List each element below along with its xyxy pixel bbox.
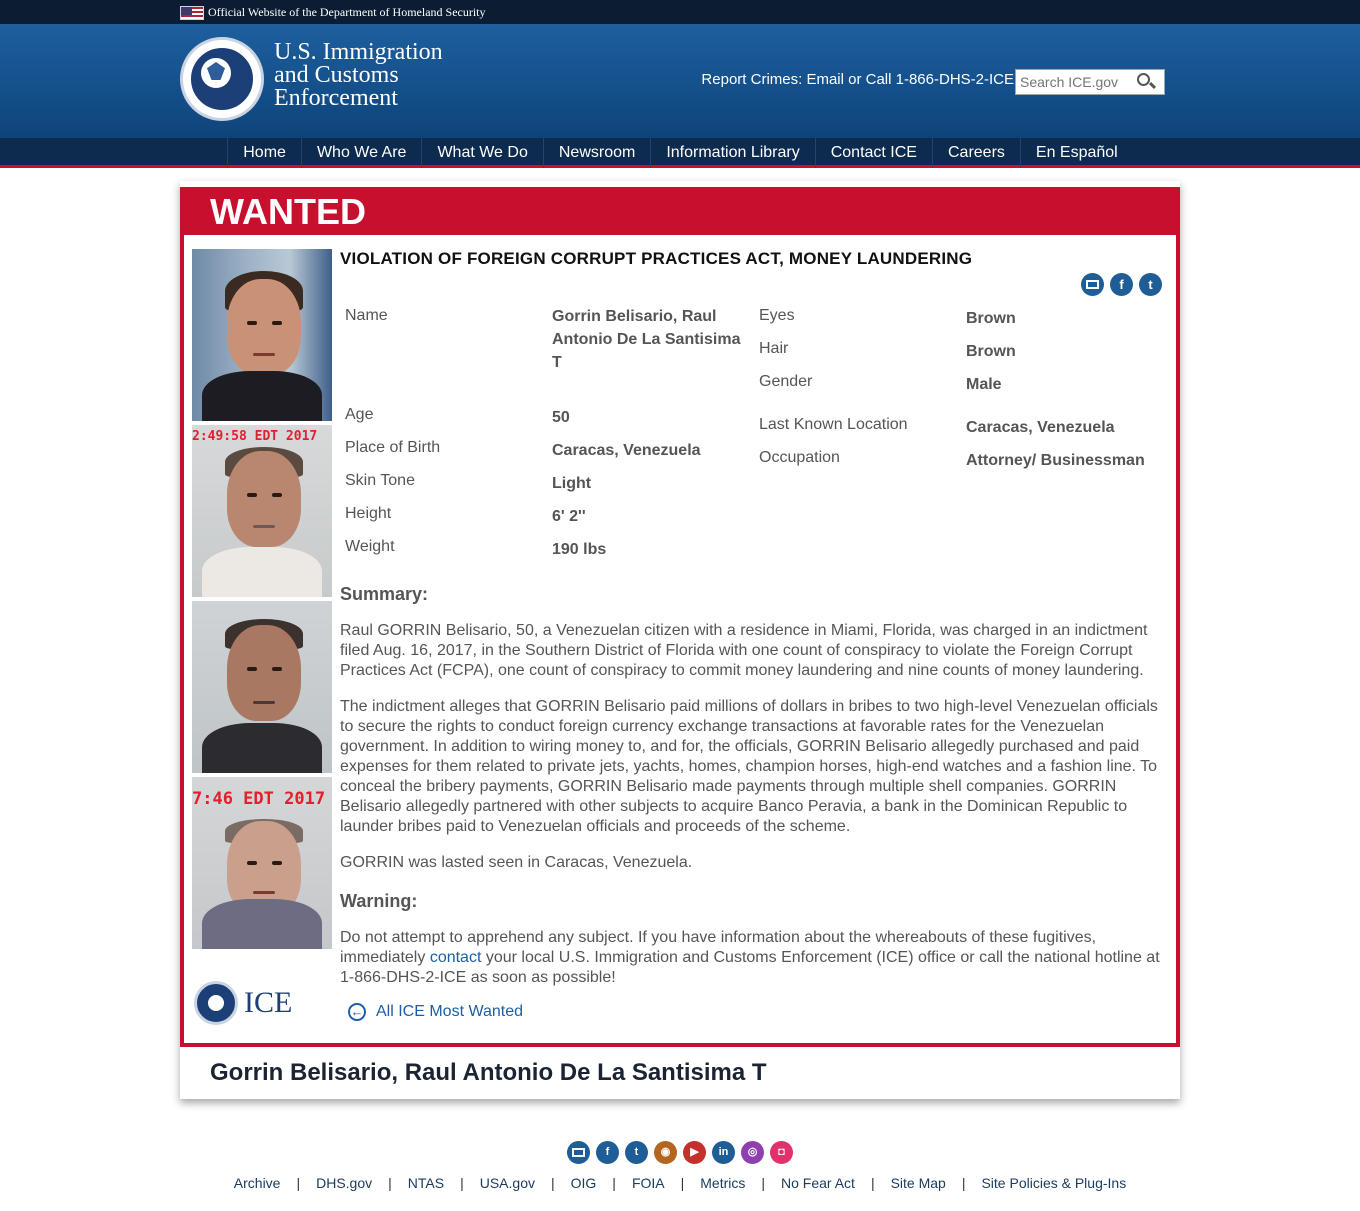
dhs-seal-icon: [194, 981, 238, 1025]
fact-value: Caracas, Venezuela: [552, 442, 701, 459]
official-banner-text: Official Website of the Department of Homeland Security: [208, 5, 486, 19]
fact-value-name: Gorrin Belisario, Raul Antonio De La Santisima T: [552, 308, 741, 371]
fact-value: Male: [966, 376, 1002, 393]
nav-who-we-are[interactable]: Who We Are: [301, 138, 422, 168]
warning-heading: Warning:: [340, 891, 418, 911]
twitter-icon[interactable]: t: [625, 1141, 648, 1164]
social-icons: [0, 1141, 1360, 1164]
summary-paragraph: The indictment alleges that GORRIN Belisario paid millions of dollars in bribes to two high-level Venezuelan officials to secure the rights to conduct foreign currency exchange transactions at favorable rates for the Venezuelan government. In addition to wiring money to, and for, the officials, GORRIN Belisario allegedly purchased and paid expenses for them related to private jets, yachts, homes, champion horses, high-end watches and a fashion line. To conceal the bribery payments, GORRIN Belisario made payments through multiple shell companies. GORRIN Belisario allegedly partnered with other subjects to acquire Banco Peravia, a bank in the Dominican Republic to launder bribes paid to Venezuelan officials and proceeds of the scheme.: [340, 698, 1158, 835]
fact-row: Hair: [759, 340, 789, 357]
email-icon[interactable]: [567, 1141, 590, 1164]
fact-row: Occupation: [759, 449, 840, 466]
fact-value: Brown: [966, 310, 1016, 327]
footer-link-metrics[interactable]: Metrics: [700, 1175, 746, 1191]
nav-home[interactable]: Home: [227, 138, 301, 168]
rss-icon[interactable]: ◉: [654, 1141, 677, 1164]
ice-logo-text: ICE: [244, 986, 293, 1019]
fact-row: Place of Birth: [345, 439, 441, 456]
fact-value: 50: [552, 409, 570, 426]
youtube-icon[interactable]: ▶: [683, 1141, 706, 1164]
fact-value: Attorney/ Businessman: [966, 452, 1145, 469]
facebook-icon[interactable]: f: [596, 1141, 619, 1164]
agency-wordmark[interactable]: U.S. Immigration and Customs Enforcement: [274, 39, 443, 111]
footer-links: Archive | DHS.gov | NTAS | USA.gov | OIG | FOIA | Metrics | No Fear Act | Site Map | Site Policies & Plug-Ins: [233, 1175, 1127, 1191]
instagram-icon[interactable]: ◘: [770, 1141, 793, 1164]
official-banner: [0, 0, 1360, 24]
footer-link-usa-gov[interactable]: USA.gov: [479, 1175, 535, 1191]
footer-link-ntas[interactable]: NTAS: [407, 1175, 445, 1191]
photo-timestamp: 2:49:58 EDT 2017: [192, 429, 318, 444]
fact-row: Height: [345, 505, 392, 522]
footer-link-oig[interactable]: OIG: [570, 1175, 597, 1191]
footer-link-dhs[interactable]: DHS.gov: [316, 1175, 373, 1191]
fugitive-name-footer: Gorrin Belisario, Raul Antonio De La Santisima T: [210, 1059, 767, 1086]
email-share-icon[interactable]: [1081, 273, 1104, 296]
fact-row: [345, 307, 388, 325]
suspect-photo[interactable]: [192, 601, 332, 773]
share-icons: [1081, 273, 1162, 296]
suspect-photo[interactable]: [192, 777, 332, 949]
report-crimes-text: Report Crimes: Email or Call 1-866-DHS-2-ICE: [701, 71, 1014, 88]
ice-logo: [194, 981, 292, 1025]
fact-label: Name: [345, 307, 388, 324]
fact-value: 6' 2'': [552, 508, 586, 525]
fact-row: Last Known Location: [759, 416, 908, 433]
contact-link[interactable]: contact: [429, 949, 482, 966]
fact-value: Caracas, Venezuela: [966, 419, 1115, 436]
suspect-photos: [192, 249, 332, 953]
suspect-photo[interactable]: [192, 425, 332, 597]
summary-paragraph: Raul GORRIN Belisario, 50, a Venezuelan citizen with a residence in Miami, Florida, was charged in an indictment filed Aug. 16, 2017, in the Southern District of Florida with one count of conspiracy to violate the Foreign Corrupt Practices Act (FCPA), one count of conspiracy to commit money laundering and nine counts of money laundering.: [340, 622, 1148, 679]
all-most-wanted-link[interactable]: ← All ICE Most Wanted: [348, 1003, 523, 1021]
violation-title: VIOLATION OF FOREIGN CORRUPT PRACTICES ACT, MONEY LAUNDERING: [340, 249, 973, 268]
fact-row: Weight: [345, 538, 395, 555]
footer-link-site-policies[interactable]: Site Policies & Plug-Ins: [981, 1175, 1127, 1191]
linkedin-icon[interactable]: in: [712, 1141, 735, 1164]
photo-timestamp: 7:46 EDT 2017: [192, 789, 326, 809]
fact-row: Skin Tone: [345, 472, 415, 489]
site-header: [0, 24, 1360, 138]
warning-paragraph: Do not attempt to apprehend any subject. If you have information about the whereabouts of these fugitives, immediately contact your local U.S. Immigration and Customs Enforcement (ICE) office or call the national hotline at 1-866-DHS-2-ICE as soon as possible!: [340, 929, 1160, 986]
twitter-share-icon[interactable]: t: [1139, 273, 1162, 296]
nav-contact-ice[interactable]: Contact ICE: [815, 138, 932, 168]
fact-value: Light: [552, 475, 592, 492]
search-input[interactable]: [1016, 71, 1134, 93]
dhs-seal-icon[interactable]: [180, 37, 264, 121]
us-flag-icon: [180, 6, 204, 20]
nav-en-espanol[interactable]: En Español: [1020, 138, 1133, 168]
nav-what-we-do[interactable]: What We Do: [421, 138, 542, 168]
fact-value: Brown: [966, 343, 1016, 360]
wanted-title: WANTED: [210, 191, 366, 232]
fact-row: Eyes: [759, 307, 795, 324]
podcast-icon[interactable]: ◎: [741, 1141, 764, 1164]
facebook-share-icon[interactable]: f: [1110, 273, 1133, 296]
footer-link-site-map[interactable]: Site Map: [890, 1175, 946, 1191]
search-icon[interactable]: [1134, 70, 1158, 94]
footer-link-no-fear-act[interactable]: No Fear Act: [781, 1175, 855, 1191]
footer-link-foia[interactable]: FOIA: [631, 1175, 665, 1191]
wanted-card: [180, 181, 1180, 1099]
nav-newsroom[interactable]: Newsroom: [543, 138, 650, 168]
main-nav: [0, 138, 1360, 168]
suspect-photo[interactable]: [192, 249, 332, 421]
footer-link-archive[interactable]: Archive: [233, 1175, 281, 1191]
wanted-details: [340, 249, 1162, 1020]
arrow-left-circle-icon: ←: [348, 1003, 366, 1021]
summary-paragraph: GORRIN was lasted seen in Caracas, Venezuela.: [340, 854, 693, 871]
summary-heading: Summary:: [340, 584, 429, 604]
fact-row: Gender: [759, 373, 813, 390]
search-box: [1015, 69, 1165, 95]
nav-careers[interactable]: Careers: [932, 138, 1020, 168]
nav-information-library[interactable]: Information Library: [650, 138, 814, 168]
fact-row: Age: [345, 406, 374, 423]
fact-value: 190 lbs: [552, 541, 607, 558]
